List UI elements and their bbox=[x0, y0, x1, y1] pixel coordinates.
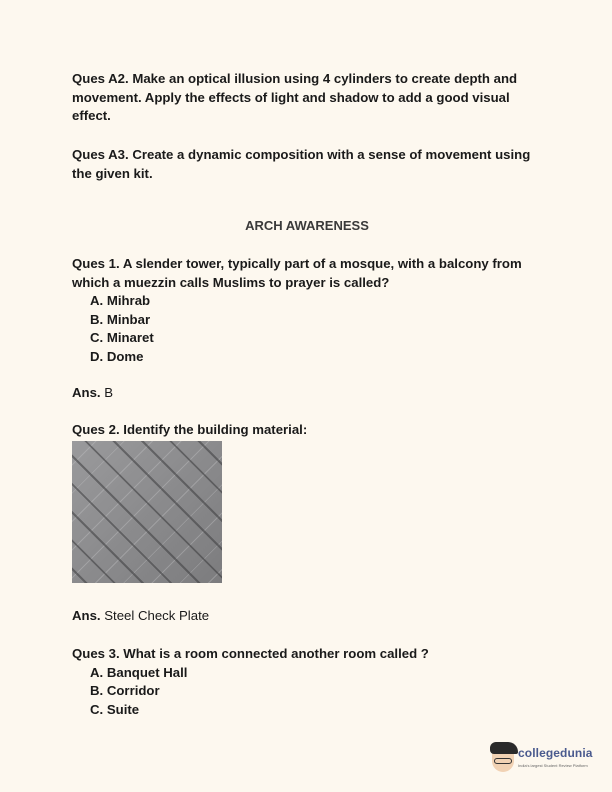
option-b: B. Corridor bbox=[90, 683, 160, 698]
question-a3-text: Ques A3. Create a dynamic composition with a sense of movement using the given kit. bbox=[72, 147, 531, 181]
question-3 bbox=[72, 645, 542, 719]
answer-value: Steel Check Plate bbox=[104, 608, 210, 623]
mascot-hair-icon bbox=[490, 742, 518, 754]
option-b: B. Minbar bbox=[90, 311, 151, 327]
answer-label: Ans. bbox=[72, 608, 101, 623]
question-a2 bbox=[72, 70, 542, 126]
answer-2 bbox=[72, 607, 542, 626]
question-2-text: Ques 2. Identify the building material: bbox=[72, 422, 308, 437]
brand-tagline: India's largest Student Review Platform bbox=[518, 763, 588, 768]
option-c: C. Suite bbox=[90, 701, 140, 717]
option-c: C. Minaret bbox=[90, 330, 154, 345]
question-2 bbox=[72, 421, 542, 440]
answer-label: Ans. bbox=[72, 385, 101, 400]
mascot-glasses-icon bbox=[494, 758, 512, 764]
question-1 bbox=[72, 255, 542, 366]
steel-check-plate-photo bbox=[72, 441, 222, 583]
option-a: A. Mihrab bbox=[90, 293, 151, 308]
answer-1 bbox=[72, 384, 542, 403]
question-a2-text: Ques A2. Make an optical illusion using 4 cylinders to create depth and movement. Apply the effects of light and shadow to add a good visual effect. bbox=[72, 71, 518, 123]
question-3-options bbox=[72, 664, 542, 720]
question-3-text: Ques 3. What is a room connected another room called ? bbox=[72, 646, 429, 661]
brand-name: collegedunia bbox=[518, 746, 593, 760]
option-d: D. Dome bbox=[90, 348, 144, 364]
question-a3 bbox=[72, 146, 542, 183]
question-1-text: Ques 1. A slender tower, typically part of a mosque, with a balcony from which a muezzin calls Muslims to prayer is called? bbox=[72, 256, 522, 290]
section-title: ARCH AWARENESS bbox=[245, 218, 369, 233]
question-1-options bbox=[72, 292, 542, 366]
collegedunia-logo bbox=[490, 742, 608, 778]
answer-value: B bbox=[104, 385, 114, 400]
steel-check-plate-image bbox=[72, 441, 222, 583]
option-a: A. Banquet Hall bbox=[90, 664, 188, 680]
section-header bbox=[72, 218, 542, 233]
